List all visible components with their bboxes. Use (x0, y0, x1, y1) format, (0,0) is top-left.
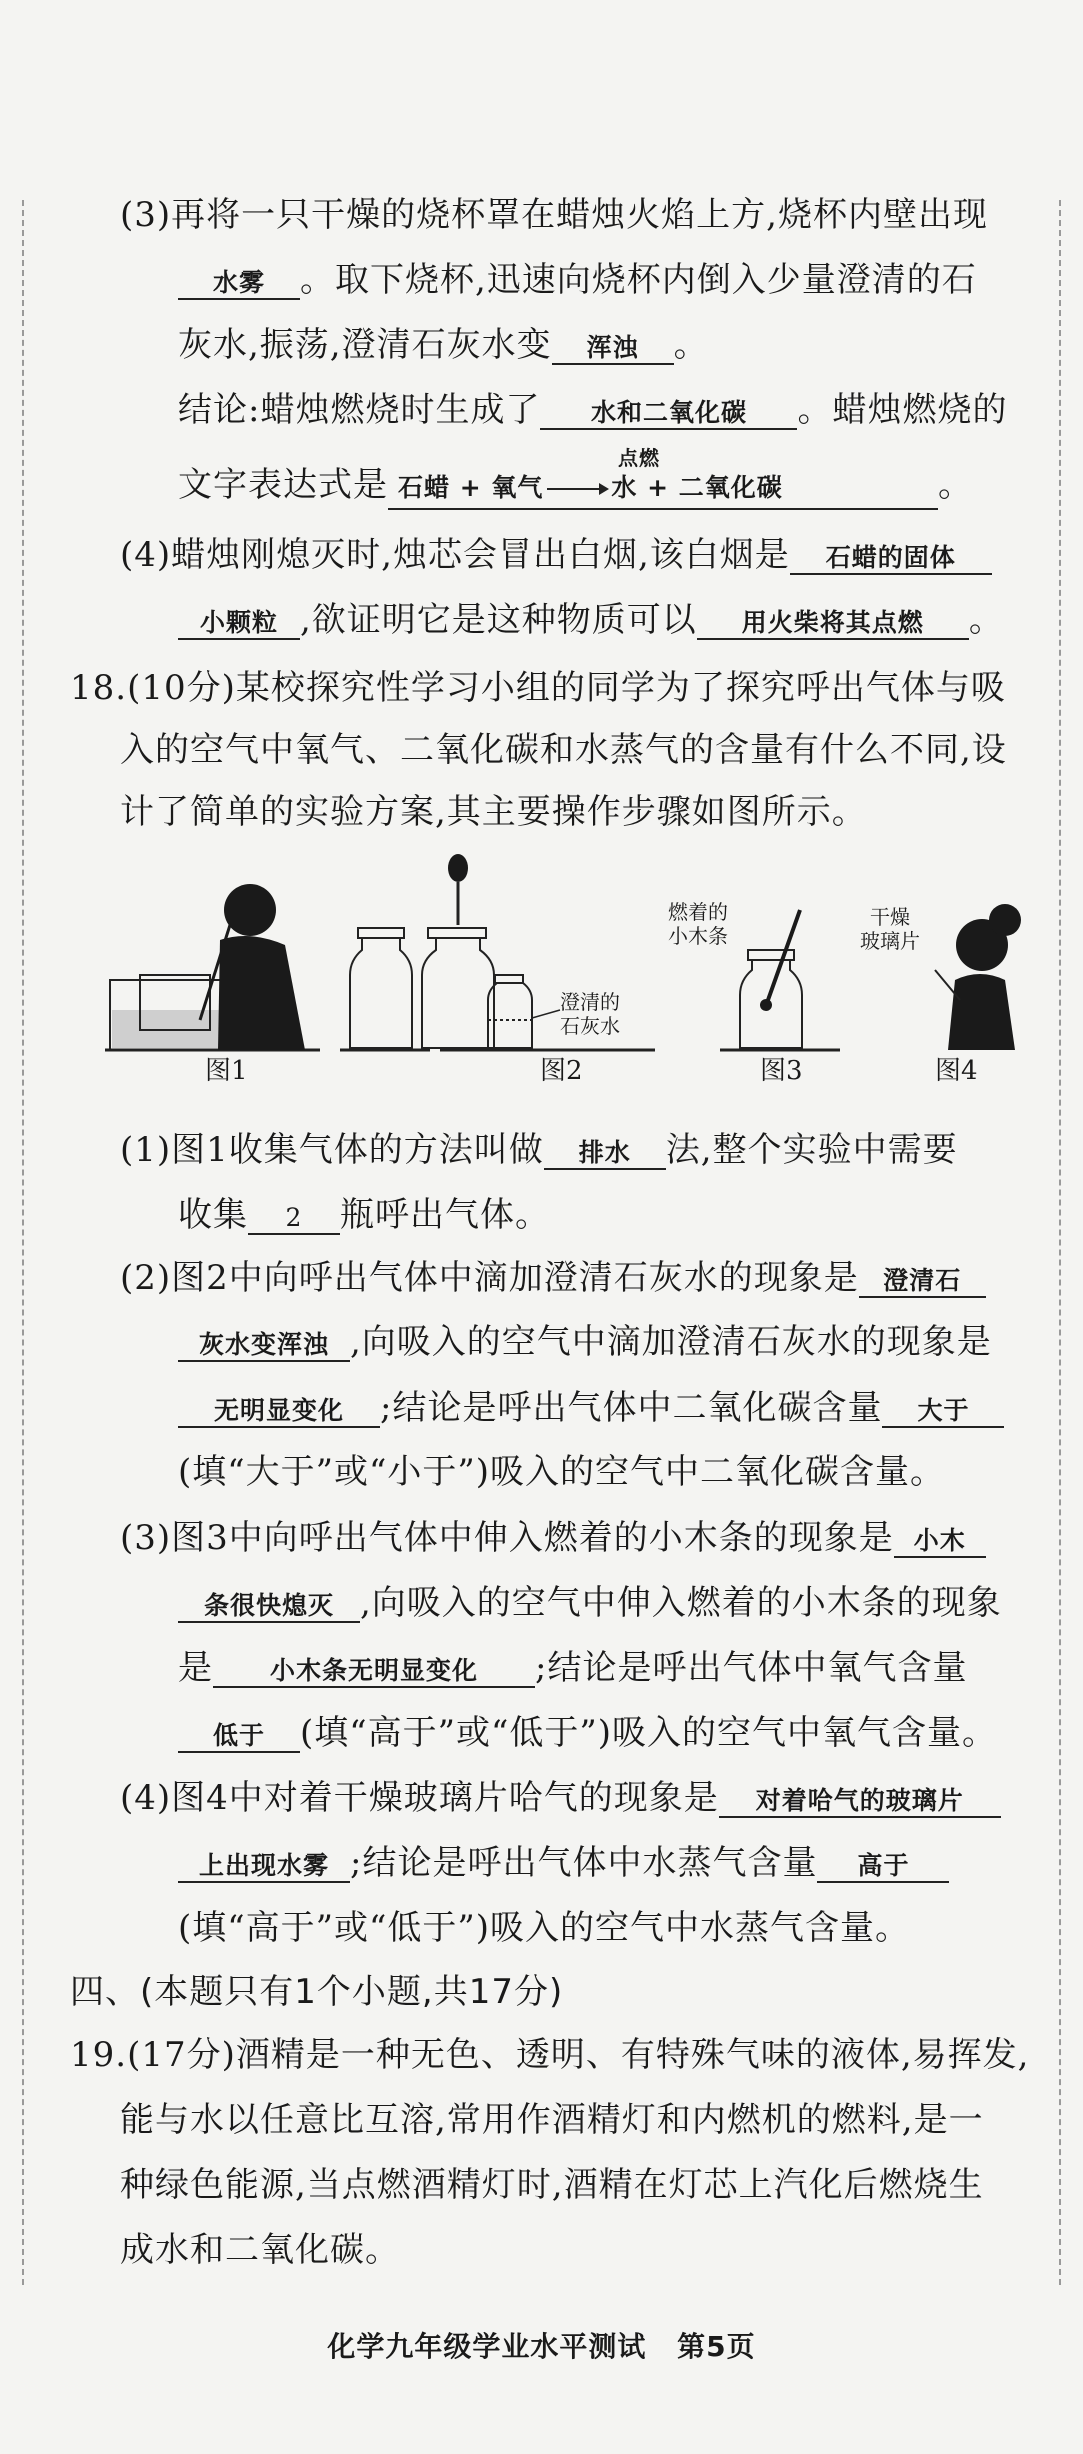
q17-p3-line2 (178, 260, 977, 300)
text: 文字表达式是 (178, 465, 388, 505)
answer-blank[interactable]: 2 (248, 1203, 340, 1235)
water-trough-icon (110, 975, 225, 1050)
text: (填“大于”或“小于”)吸入的空气中二氧化碳含量。 (178, 1452, 946, 1492)
text: ,欲证明它是这种物质可以 (300, 600, 697, 640)
answer-blank[interactable]: 小颗粒 (178, 608, 300, 640)
note-line: 小木条 (668, 924, 728, 948)
q18-intro-line3 (120, 792, 867, 832)
q18-s1-line1 (120, 1130, 958, 1170)
text: (1)图1收集气体的方法叫做 (120, 1130, 544, 1170)
footer-title: 化学九年级学业水平测试 (327, 2330, 647, 2363)
experiment-figure (100, 850, 1030, 1086)
text: 成水和二氧化碳。 (120, 2230, 400, 2270)
answer-blank[interactable]: 水和二氧化碳 (540, 398, 797, 430)
note-line: 玻璃片 (860, 929, 920, 953)
text: 。 (968, 600, 1004, 640)
q17-p3-line3 (178, 325, 709, 365)
text: 瓶呼出气体。 (340, 1195, 550, 1235)
q17-p4-line2 (178, 600, 1004, 640)
q17-p4-line1 (120, 535, 992, 575)
text: 四、(本题只有1个小题,共17分) (70, 1972, 564, 2012)
figure-label-2: 图2 (540, 1056, 583, 1086)
q18-intro-line1 (70, 668, 1006, 708)
answer-blank[interactable]: 高于 (817, 1851, 949, 1883)
q18-intro-line2 (120, 730, 1007, 770)
answer-blank[interactable]: 无明显变化 (178, 1396, 380, 1428)
q18-s2-line4 (178, 1452, 945, 1492)
text: ;结论是呼出气体中水蒸气含量 (350, 1843, 818, 1883)
answer-blank[interactable]: 对着哈气的玻璃片 (719, 1786, 1001, 1818)
q18-s3-line4 (178, 1713, 997, 1753)
text: 。取下烧杯,迅速向烧杯内倒入少量澄清的石 (300, 260, 977, 300)
q17-p3-line1 (120, 195, 988, 235)
text: (填“高于”或“低于”)吸入的空气中氧气含量。 (300, 1713, 998, 1753)
q18-s2-line1 (120, 1258, 986, 1298)
text: (3)再将一只干燥的烧杯罩在蜡烛火焰上方,烧杯内壁出现 (120, 195, 988, 235)
text: (4)图4中对着干燥玻璃片哈气的现象是 (120, 1778, 719, 1818)
answer-blank[interactable]: 石蜡的固体 (790, 543, 992, 575)
answer-blank[interactable]: 灰水变浑浊 (178, 1330, 350, 1362)
text: 入的空气中氧气、二氧化碳和水蒸气的含量有什么不同,设 (120, 730, 1007, 770)
text: 法,整个实验中需要 (665, 1130, 958, 1170)
section-heading (70, 1972, 563, 2012)
text: (填“高于”或“低于”)吸入的空气中水蒸气含量。 (178, 1908, 911, 1948)
text: ,向吸入的空气中伸入燃着的小木条的现象 (360, 1583, 1002, 1623)
text: (2)图2中向呼出气体中滴加澄清石灰水的现象是 (120, 1258, 859, 1298)
text: 18.(10分)某校探究性学习小组的同学为了探究呼出气体与吸 (70, 668, 1006, 708)
person-breathing-icon (948, 904, 1021, 1050)
text: 种绿色能源,当点燃酒精灯时,酒精在灯芯上汽化后燃烧生 (120, 2165, 984, 2205)
burning-splint-icon (768, 910, 800, 1000)
q18-s4-line2 (178, 1843, 949, 1883)
reaction-arrow (547, 488, 607, 490)
text: (3)图3中向呼出气体中伸入燃着的小木条的现象是 (120, 1518, 894, 1558)
page-footer (0, 2325, 1083, 2365)
gas-bottle-icon (740, 950, 802, 1048)
q19-line1 (70, 2035, 1029, 2075)
answer-blank[interactable]: 小木 (894, 1526, 986, 1558)
word-equation[interactable] (388, 446, 938, 510)
text: 收集 (178, 1195, 248, 1235)
q18-s2-line3 (178, 1388, 1004, 1428)
gas-bottle-icon (350, 928, 412, 1048)
text: (4)蜡烛刚熄灭时,烛芯会冒出白烟,该白烟是 (120, 535, 790, 575)
text: 能与水以任意比互溶,常用作酒精灯和内燃机的燃料,是一 (120, 2100, 984, 2140)
q19-line3 (120, 2165, 984, 2205)
q18-s3-line1 (120, 1518, 986, 1558)
text: 计了简单的实验方案,其主要操作步骤如图所示。 (120, 792, 867, 832)
text: ,向吸入的空气中滴加澄清石灰水的现象是 (350, 1322, 992, 1362)
page-number: 第5页 (677, 2330, 756, 2363)
text: 是 (178, 1648, 213, 1688)
text: 。 (673, 325, 709, 365)
left-cut-line (22, 200, 24, 2285)
answer-blank[interactable]: 低于 (178, 1721, 300, 1753)
fig4-note (860, 905, 920, 953)
q17-p3-line5 (178, 446, 973, 510)
q18-s4-line3 (178, 1908, 910, 1948)
note-line: 澄清的 (560, 990, 620, 1014)
figure-label-1: 图1 (205, 1056, 248, 1086)
text: 灰水,振荡,澄清石灰水变 (178, 325, 552, 365)
figure-label-4: 图4 (935, 1056, 978, 1086)
dropper-icon (448, 854, 468, 925)
answer-blank[interactable]: 条很快熄灭 (178, 1591, 360, 1623)
answer-blank[interactable]: 水雾 (178, 268, 300, 300)
equation-reactants: 石蜡 + 氧气 (398, 473, 544, 502)
text: 。蜡烛燃烧的 (797, 390, 1008, 430)
answer-blank[interactable]: 用火柴将其点燃 (697, 608, 969, 640)
note-line: 干燥 (870, 905, 910, 929)
q18-s1-line2 (178, 1195, 550, 1235)
q18-s4-line1 (120, 1778, 1001, 1818)
experiment-illustration (100, 850, 1030, 1080)
answer-blank[interactable]: 排水 (544, 1138, 666, 1170)
answer-blank[interactable]: 澄清石 (859, 1266, 986, 1298)
q18-s3-line3 (178, 1648, 967, 1688)
pointer-line (532, 1010, 560, 1018)
flame-icon (760, 999, 772, 1011)
text: 19.(17分)酒精是一种无色、透明、有特殊气味的液体,易挥发, (70, 2035, 1030, 2075)
text: ;结论是呼出气体中二氧化碳含量 (380, 1388, 883, 1428)
q18-s2-line2 (178, 1322, 992, 1362)
fig2-note (560, 990, 620, 1038)
q19-line4 (120, 2230, 400, 2270)
text: ;结论是呼出气体中氧气含量 (535, 1648, 968, 1688)
answer-blank[interactable]: 大于 (882, 1396, 1004, 1428)
equation-products: 水 + 二氧化碳 (611, 473, 783, 502)
figure-label-3: 图3 (760, 1056, 803, 1086)
q17-p3-line4 (178, 390, 1007, 430)
answer-blank[interactable]: 小木条无明显变化 (213, 1656, 535, 1688)
fig3-note (668, 900, 728, 948)
note-line: 石灰水 (560, 1014, 620, 1038)
right-cut-line (1059, 200, 1061, 2285)
note-line: 燃着的 (668, 900, 728, 924)
text: 。 (938, 465, 973, 505)
q18-s3-line2 (178, 1583, 1002, 1623)
gas-bottle-icon (422, 928, 494, 1048)
reaction-condition: 点燃 (618, 446, 660, 470)
text: 结论:蜡烛燃烧时生成了 (178, 390, 541, 430)
answer-blank[interactable]: 上出现水雾 (178, 1851, 350, 1883)
answer-blank[interactable]: 浑浊 (552, 333, 674, 365)
q19-line2 (120, 2100, 984, 2140)
